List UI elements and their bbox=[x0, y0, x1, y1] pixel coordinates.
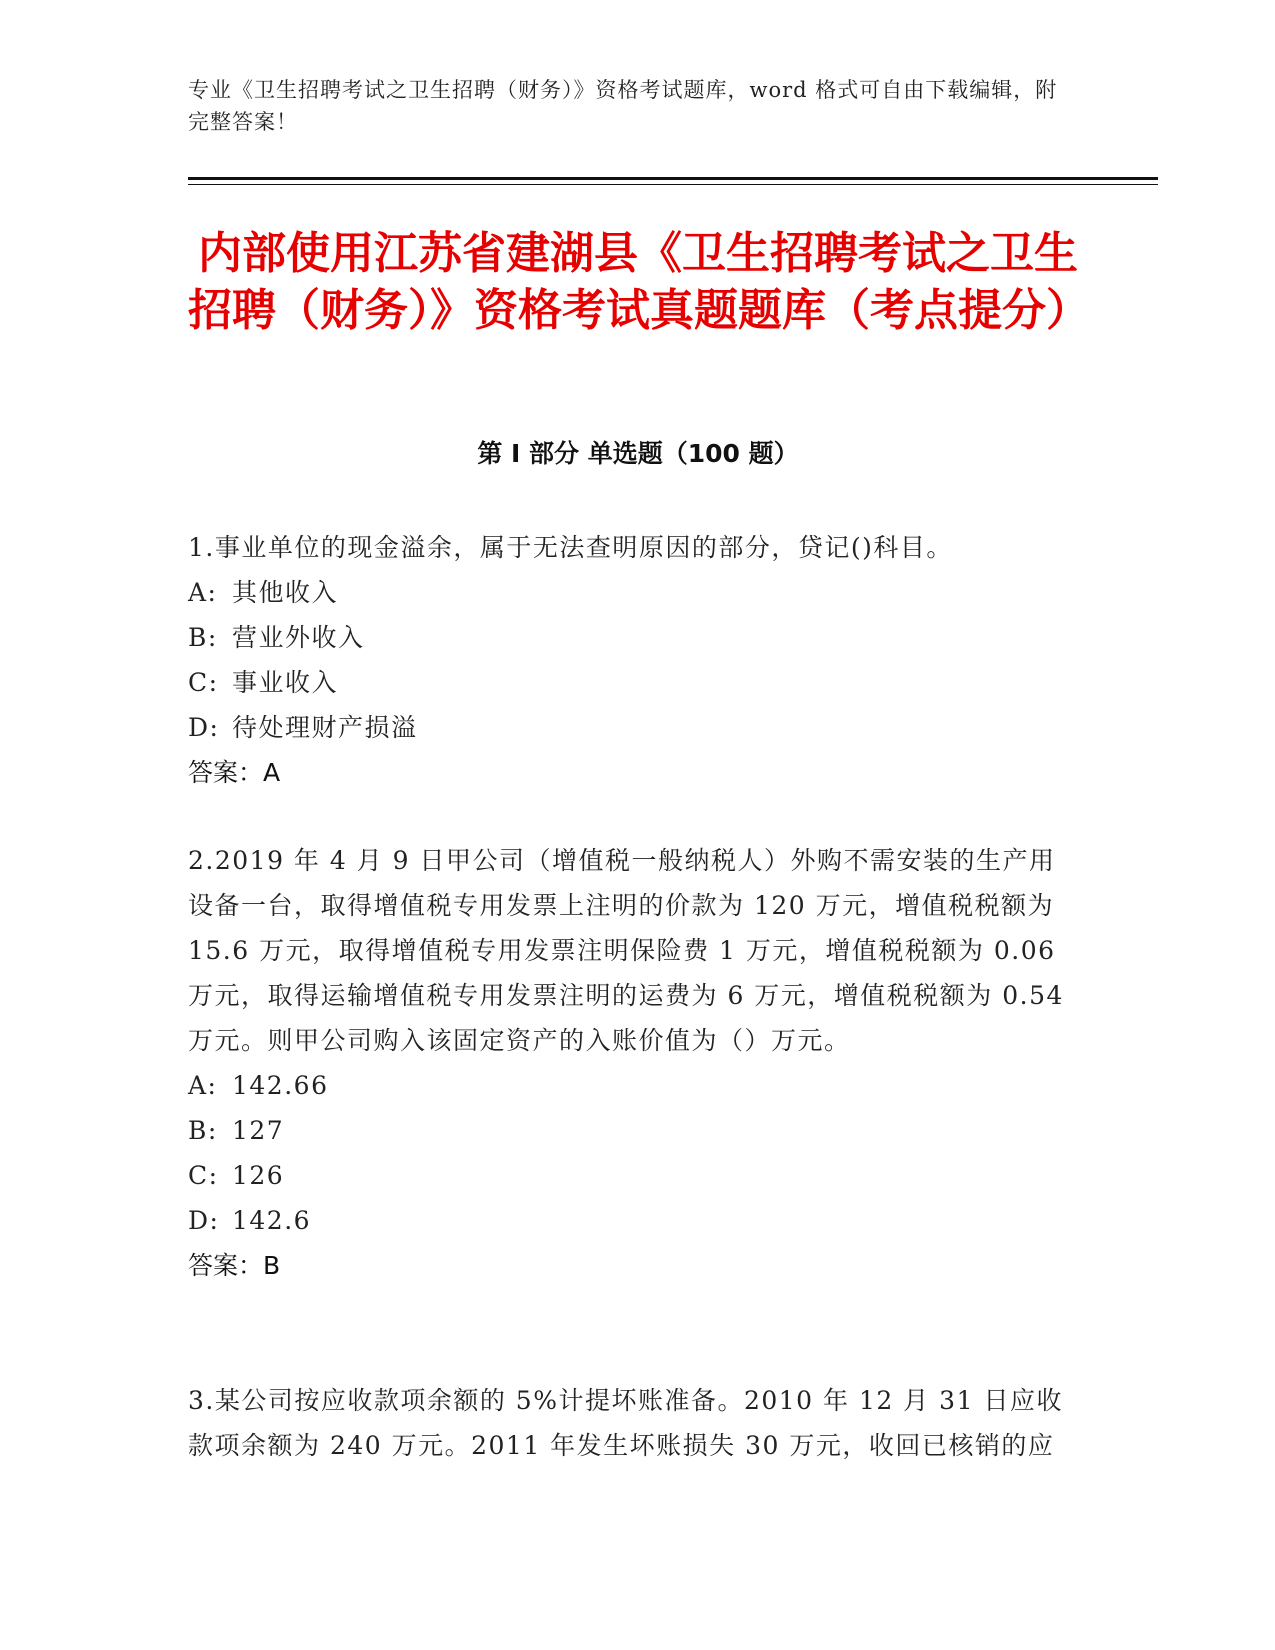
option-letter: C: bbox=[188, 668, 219, 697]
option-text: 127 bbox=[232, 1116, 285, 1145]
answer-label: 答案：B bbox=[188, 1251, 281, 1280]
option-letter: D: bbox=[188, 1206, 220, 1235]
option-text: 126 bbox=[232, 1161, 285, 1190]
header-divider-thin bbox=[188, 184, 1158, 185]
section-heading: 第 I 部分 单选题（100 题） bbox=[477, 439, 799, 468]
question-stem: 1.事业单位的现金溢余，属于无法查明原因的部分，贷记()科目。 bbox=[188, 533, 953, 562]
option-text: 142.6 bbox=[232, 1206, 312, 1235]
question-3 bbox=[188, 1378, 1078, 1468]
question-2 bbox=[188, 838, 1078, 1288]
option-a bbox=[188, 570, 1078, 615]
question-1 bbox=[188, 525, 1078, 795]
option-b bbox=[188, 1108, 1078, 1153]
option-text: 营业外收入 bbox=[232, 623, 365, 652]
header-divider-thick bbox=[188, 177, 1158, 180]
header-note: 专业《卫生招聘考试之卫生招聘（财务）》资格考试题库，word 格式可自由下载编辑，附完整答案！ bbox=[188, 78, 1058, 134]
question-stem: 3.某公司按应收款项余额的 5%计提坏账准备。2010 年 12 月 31 日应收款项余额为 240 万元。2011 年发生坏账损失 30 万元，收回已核销的应 bbox=[188, 1386, 1063, 1460]
option-letter: D: bbox=[188, 713, 220, 742]
document-title: 内部使用江苏省建湖县《卫生招聘考试之卫生招聘（财务）》资格考试真题题库（考点提分） bbox=[188, 228, 1090, 336]
option-text: 事业收入 bbox=[232, 668, 339, 697]
option-letter: A: bbox=[188, 578, 218, 607]
option-c bbox=[188, 660, 1078, 705]
option-letter: B: bbox=[188, 1116, 218, 1145]
option-text: 142.66 bbox=[232, 1071, 329, 1100]
option-d bbox=[188, 705, 1078, 750]
option-letter: A: bbox=[188, 1071, 218, 1100]
option-letter: B: bbox=[188, 623, 218, 652]
option-b bbox=[188, 615, 1078, 660]
question-stem: 2.2019 年 4 月 9 日甲公司（增值税一般纳税人）外购不需安装的生产用设备一台，取得增值税专用发票上注明的价款为 120 万元，增值税税额为 15.6 万元，取得增值税专用发票注明保险费 1 万元，增值税税额为 0.06 万元，取得运输增值税专用发票注明的运费为 6 万元，增值税税额为 0.54 万元。则甲公司购入该固定资产的入账价值为（）万元。 bbox=[188, 846, 1064, 1055]
option-text: 待处理财产损溢 bbox=[232, 713, 418, 742]
answer-label: 答案：A bbox=[188, 758, 281, 787]
option-letter: C: bbox=[188, 1161, 219, 1190]
option-c bbox=[188, 1153, 1078, 1198]
option-a bbox=[188, 1063, 1078, 1108]
option-text: 其他收入 bbox=[232, 578, 339, 607]
option-d bbox=[188, 1198, 1078, 1243]
